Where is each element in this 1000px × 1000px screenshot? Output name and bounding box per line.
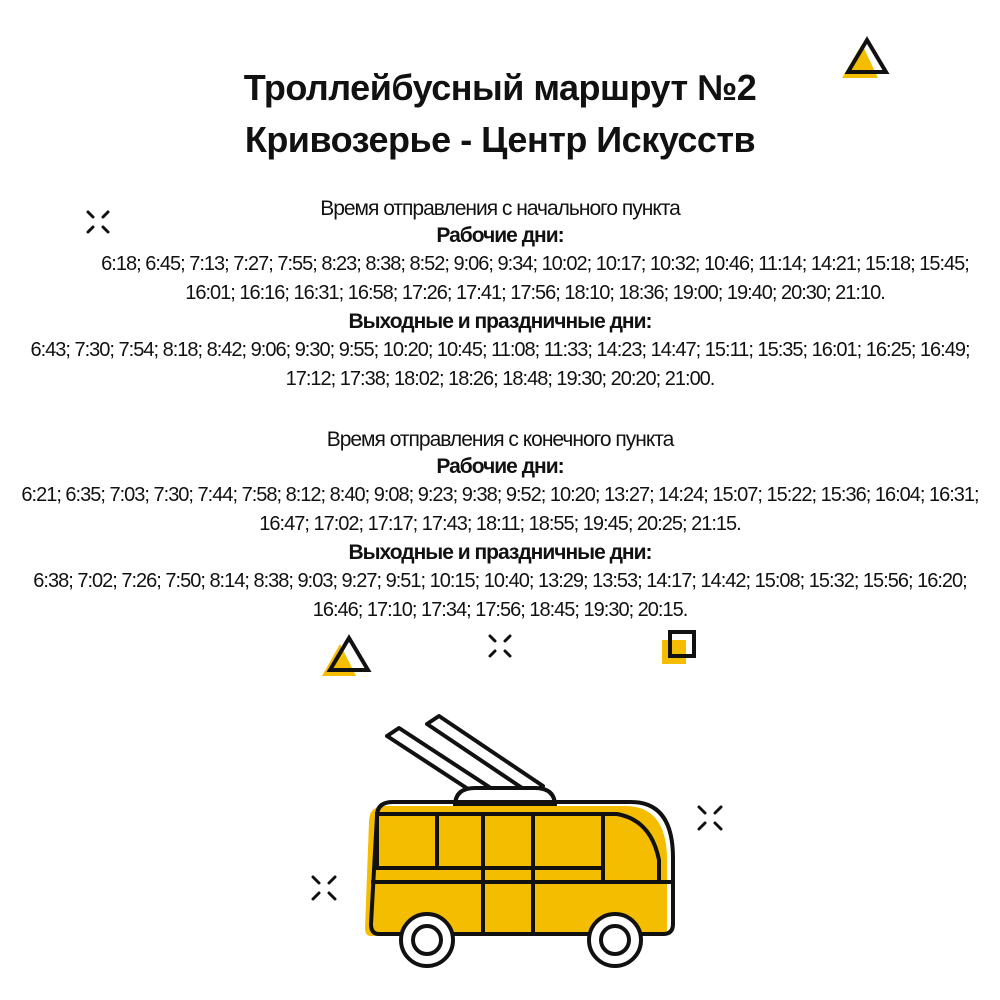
section-heading: Время отправления с начального пункта [320,197,680,220]
weekends-times: 6:43; 7:30; 7:54; 8:18; 8:42; 9:06; 9:30; 9:55; 10:20; 10:45; 11:08; 11:33; 14:23; 14:47; 15:11; 15:35; 16:01; 16:25; 16:49; 17:12; 17:38; 18:02; 18:26; 18:48; 19:30; 20:20; 21:00. [30,339,970,390]
weekends-times: 6:38; 7:02; 7:26; 7:50; 8:14; 8:38; 9:03; 9:27; 9:51; 10:15; 10:40; 13:29; 13:53; 14:17; 14:42; 15:08; 15:32; 15:56; 16:20; 16:46; 17:10; 17:34; 17:56; 18:45; 19:30; 20:15. [33,570,967,621]
schedule-from-start [10,196,990,394]
weekends-label: Выходные и праздничные дни: [348,310,652,333]
weekends-label: Выходные и праздничные дни: [348,541,652,564]
route-endpoints-line: Кривозерье - Центр Искусств [244,119,756,160]
trolleybus-icon [355,710,675,1000]
section-heading: Время отправления с конечного пункта [326,428,674,451]
schedule-from-end [10,427,990,625]
triangle-icon [836,34,896,84]
weekdays-label: Рабочие дни: [436,455,564,478]
weekdays-times: 6:21; 6:35; 7:03; 7:30; 7:44; 7:58; 8:12; 8:40; 9:08; 9:23; 9:38; 9:52; 10:20; 13:27; 14:24; 15:07; 15:22; 15:36; 16:04; 16:31; 16:47; 17:02; 17:17; 17:43; 18:11; 18:55; 19:45; 20:25; 21:15. [21,484,979,535]
sparkle-icon [692,800,728,836]
sparkle-icon [82,206,114,238]
square-icon [658,626,702,670]
route-number-line: Троллейбусный маршрут №2 [243,67,757,108]
sparkle-icon [306,870,342,906]
weekdays-times: 6:18; 6:45; 7:13; 7:27; 7:55; 8:23; 8:38; 8:52; 9:06; 9:34; 10:02; 10:17; 10:32; 10:46; 11:14; 14:21; 15:18; 15:45; 16:01; 16:16; 16:31; 16:58; 17:26; 17:41; 17:56; 18:10; 18:36; 19:00; 19:40; 20:30; 21:10. [101,253,969,304]
triangle-icon [318,630,378,682]
sparkle-icon [484,630,516,662]
weekdays-label: Рабочие дни: [436,224,564,247]
